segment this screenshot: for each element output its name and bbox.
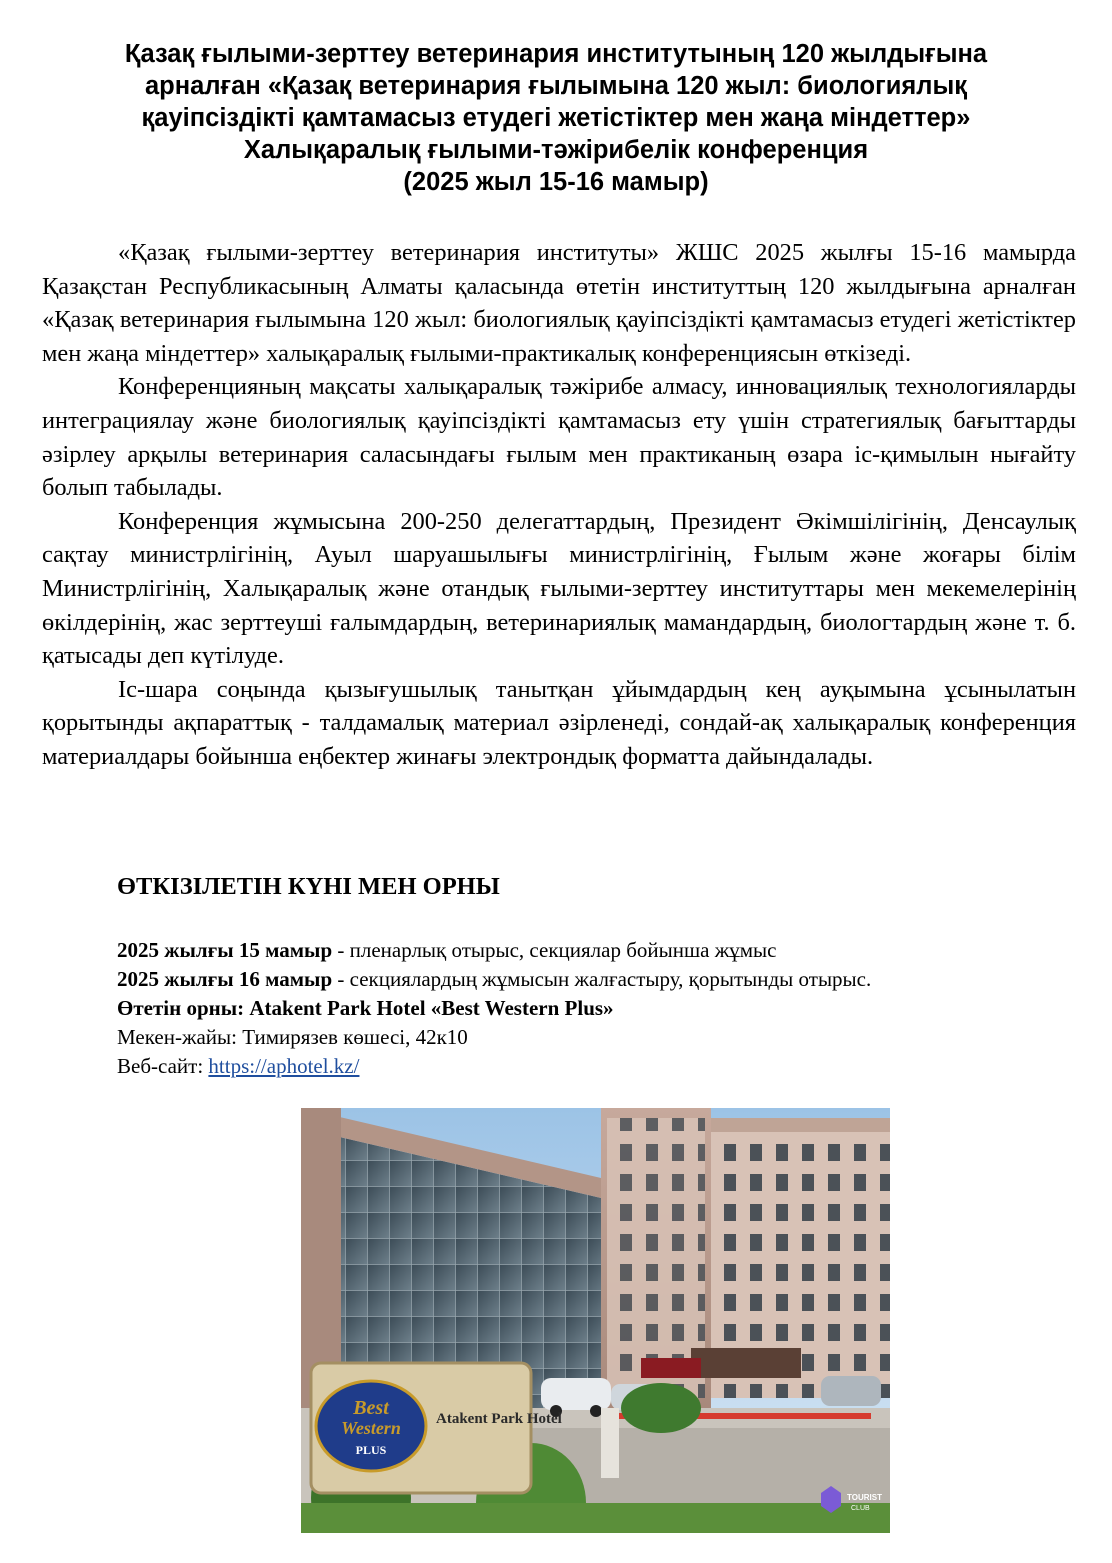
hotel-photo [301,1108,890,1533]
day2-line [117,965,1077,994]
venue-place-label: Өтетін орны: Atakent Park Hotel «Best Western Plus» [117,996,614,1020]
car [541,1378,611,1410]
car [821,1376,881,1406]
day1-description: - пленарлық отырыс, секциялар бойынша жұмыс [332,938,777,962]
title-line: арналған «Қазақ ветеринария ғылымына 120 жыл: биологиялық [144,72,967,100]
watermark-text-club: CLUB [851,1505,870,1512]
day2-description: - секциялардың жұмысын жалғастыру, қорытынды отырыс. [332,967,872,991]
venue-address: Мекен-жайы: Тимирязев көшесі, 42к10 [117,1025,468,1049]
venue-details [117,936,1077,1081]
paragraph-intro: «Қазақ ғылыми-зерттеу ветеринария институты» ЖШС 2025 жылғы 15-16 мамырда Қазақстан Республикасының Алматы қаласында өтетін институттың 120 жылдығына арналған «Қазақ ветеринария ғылымына 120 жыл: биологиялық қауіпсіздікті қамтамасыз етудегі жетістіктер мен жаңа міндеттер» халықаралық ғылыми-практикалық конференциясын өткізеді. [42,239,1076,367]
paragraph-participants: Конференция жұмысына 200-250 делегаттардың, Президент Әкімшілігінің, Денсаулық сақтау министрлігінің, Ауыл шаруашылығы министрлігінің, Ғылым және жоғары білім Министрлігінің, Халықаралық және отандық ғылыми-зерттеу институттары мен мекемелерінің өкілдерінің, жас зерттеуші ғалымдардың, ветеринариялық мамандардың, биологтардың және т. б. қатысады деп күтілуде. [42,507,1076,670]
paragraph-results: Іс-шара соңында қызығушылық танытқан ұйымдардың кең ауқымына ұсынылатын қорытынды ақпараттық - талдамалық материал әзірленеді, сондай-ақ халықаралық конференция материалдары бойынша еңбектер жинағы электрондық форматта дайындалады. [42,675,1076,770]
venue-heading: ӨТКІЗІЛЕТІН КҮНІ МЕН ОРНЫ [117,873,500,900]
body-text [42,236,1076,774]
logo-text-best: Best [353,1397,389,1419]
venue-place [117,994,1077,1023]
paragraph-goal: Конференцияның мақсаты халықаралық тәжірибе алмасу, инновациялық технологияларды интеграциялау және биологиялық қауіпсіздікті қамтамасыз ету үшін стратегиялық бағыттарды әзірлеу арқылы ветеринария саласындағы ғылым мен практиканың өзара іс-қимылын нығайту болып табылады. [42,373,1076,502]
hotel-photo-illustration [301,1108,890,1533]
website-link[interactable]: https://aphotel.kz/ [208,1054,360,1078]
logo-text-plus: PLUS [355,1443,387,1457]
document-title [40,38,1072,198]
day1-line [117,936,1077,965]
sign-hotel-name: Atakent Park Hotel [436,1411,562,1427]
logo-text-western: Western [341,1418,401,1438]
title-line: Халықаралық ғылыми-тәжірибелік конференция [243,136,869,164]
day2-date: 2025 жылғы 16 мамыр [117,967,333,991]
venue-website-line [117,1052,1077,1081]
watermark-text-tourist: TOURIST [847,1493,882,1502]
day1-date: 2025 жылғы 15 мамыр [117,938,333,962]
title-line: (2025 жыл 15-16 мамыр) [403,168,709,196]
title-line: Қазақ ғылыми-зерттеу ветеринария институтының 120 жылдығына [124,40,988,68]
title-line: қауіпсіздікті қамтамасыз етудегі жетістіктер мен жаңа міндеттер» [141,104,971,132]
website-label: Веб-сайт: [117,1054,209,1078]
